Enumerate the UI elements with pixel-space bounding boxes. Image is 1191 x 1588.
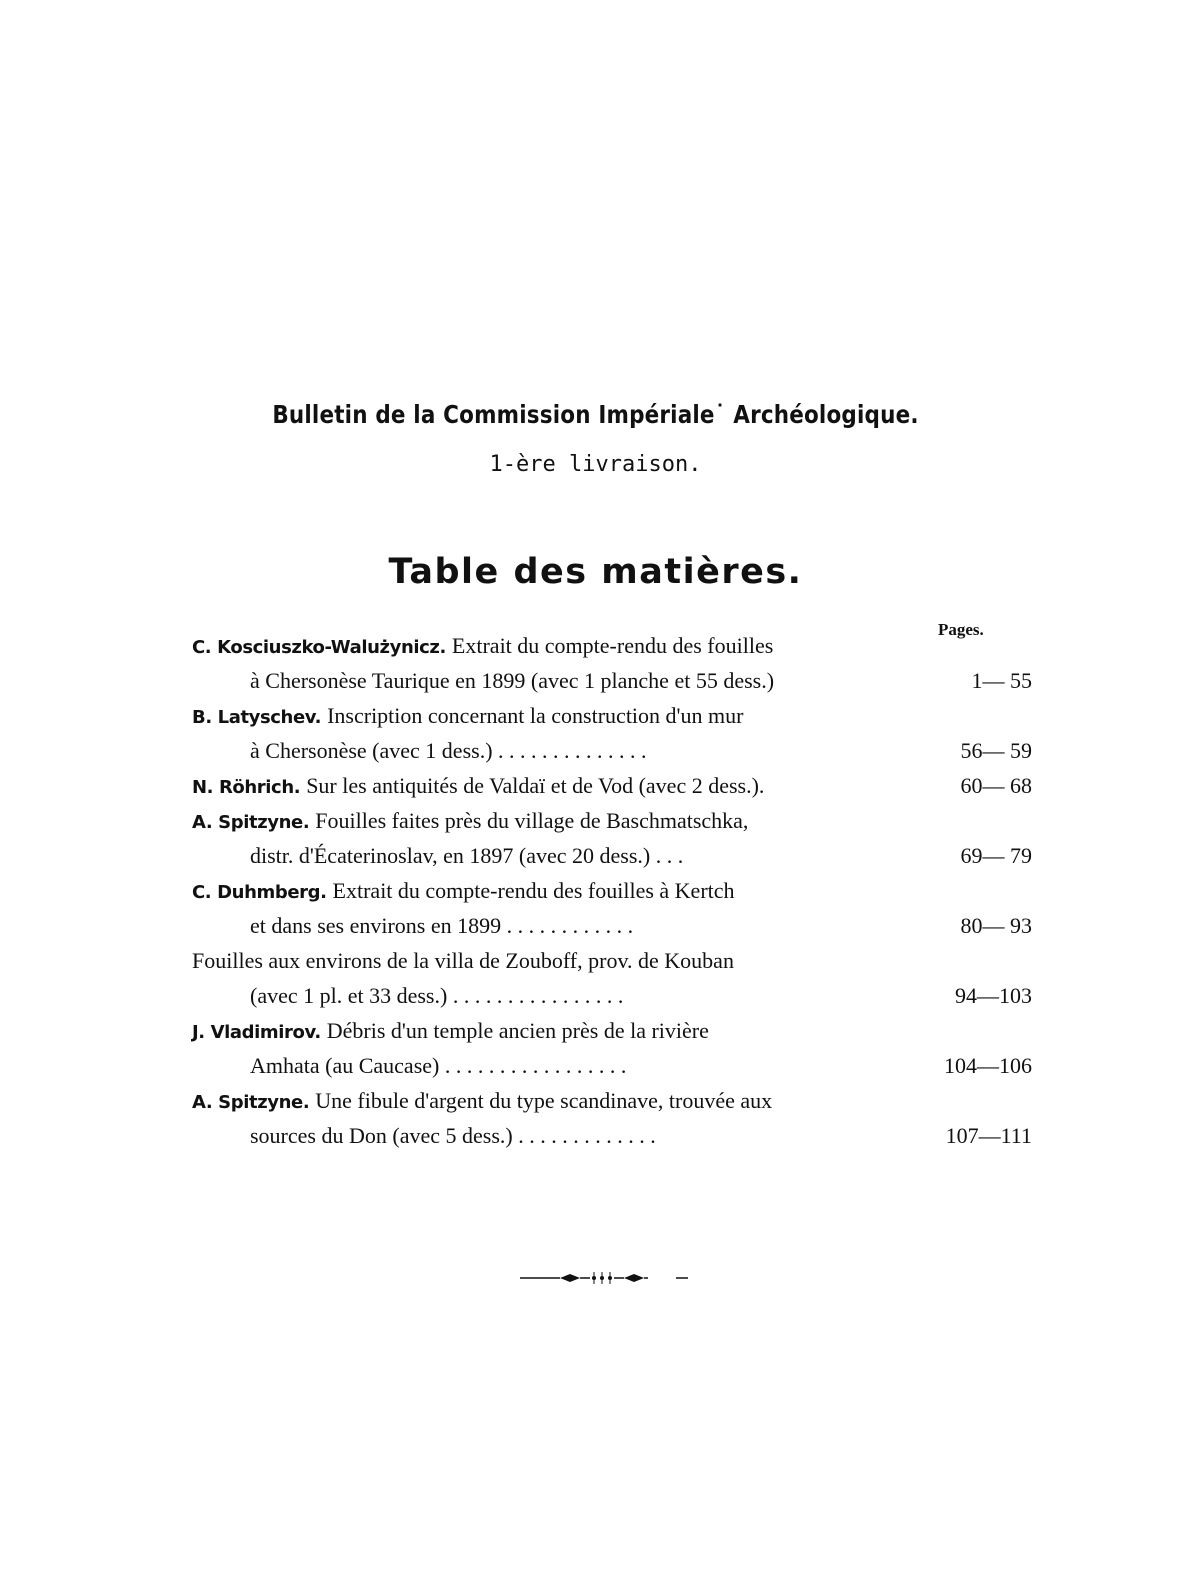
- toc-entry-line: [192, 663, 1032, 698]
- toc-entry-title: A. Spitzyne. Une fibule d'argent du type scandinave, trouvée aux: [192, 1088, 773, 1113]
- toc-entry-author: A. Spitzyne.: [192, 1092, 310, 1113]
- toc-entry-line: [192, 838, 1032, 873]
- toc-entry-line: [192, 698, 1032, 733]
- toc-entry-line: [192, 943, 1032, 978]
- toc-entry-continuation: à Chersonèse (avec 1 dess.) . . . . . . . . . . . . . .: [250, 738, 647, 763]
- toc-entry-line: [192, 768, 1032, 803]
- toc-entry-author: B. Latyschev.: [192, 707, 322, 728]
- toc-entry-author: A. Spitzyne.: [192, 812, 310, 833]
- toc-entry-title: J. Vladimirov. Débris d'un temple ancien près de la rivière: [192, 1018, 709, 1043]
- toc-entry-continuation: et dans ses environs en 1899 . . . . . . . . . . . .: [250, 913, 634, 938]
- toc-entry-title: C. Kosciuszko-Walużynicz. Extrait du compte-rendu des fouilles: [192, 633, 774, 658]
- toc-entry-line: [192, 628, 1032, 663]
- toc-entry-line: [192, 873, 1032, 908]
- toc-entry-pages: 107—111: [945, 1123, 1032, 1148]
- toc-entry-pages: 80— 93: [960, 913, 1032, 938]
- toc-entry-author: J. Vladimirov.: [192, 1022, 321, 1043]
- toc-entry-pages: 104—106: [944, 1053, 1032, 1078]
- toc-entry-author: C. Kosciuszko-Walużynicz.: [192, 637, 446, 658]
- toc-entry-line: [192, 1083, 1032, 1118]
- toc-entry-pages: 56— 59: [960, 738, 1032, 763]
- bulletin-title: Bulletin de la Commission Impériale˙ Archéologique.: [272, 400, 919, 429]
- toc-entry-continuation: à Chersonèse Taurique en 1899 (avec 1 planche et 55 dess.): [250, 668, 775, 693]
- toc-entry-title: N. Röhrich. Sur les antiquités de Valdaï et de Vod (avec 2 dess.).: [192, 773, 765, 798]
- toc-entry-line: [192, 1013, 1032, 1048]
- toc-entry-continuation: sources du Don (avec 5 dess.) . . . . . . . . . . . . .: [250, 1123, 656, 1148]
- toc-entry-continuation: (avec 1 pl. et 33 dess.) . . . . . . . . . . . . . . . .: [250, 983, 624, 1008]
- toc-title: Table des matières.: [388, 552, 803, 592]
- toc-entry-pages: 94—103: [955, 983, 1032, 1008]
- toc-entry-title: A. Spitzyne. Fouilles faites près du village de Baschmatschka,: [192, 808, 749, 833]
- toc-entry-continuation: distr. d'Écaterinoslav, en 1897 (avec 20 dess.) . . .: [250, 843, 684, 868]
- toc-entry-author: N. Röhrich.: [192, 777, 301, 798]
- toc-entry-line: [192, 1048, 1032, 1083]
- toc-entry-author: C. Duhmberg.: [192, 882, 327, 903]
- toc-entry-pages: 60— 68: [960, 773, 1032, 798]
- toc-entry-continuation: Amhata (au Caucase) . . . . . . . . . . . . . . . . .: [250, 1053, 627, 1078]
- toc-entry-pages: 1— 55: [971, 668, 1032, 693]
- toc-entry-title: C. Duhmberg. Extrait du compte-rendu des fouilles à Kertch: [192, 878, 735, 903]
- toc-entry-line: [192, 803, 1032, 838]
- toc-entry-title: B. Latyschev. Inscription concernant la construction d'un mur: [192, 703, 744, 728]
- table-of-contents: [192, 628, 1032, 1153]
- toc-entry-line: [192, 1118, 1032, 1153]
- livraison-label: 1-ère livraison.: [489, 452, 702, 477]
- toc-entry-line: [192, 733, 1032, 768]
- pages-column-label: Pages.: [938, 620, 984, 639]
- toc-entry-title: Fouilles aux environs de la villa de Zouboff, prov. de Kouban: [192, 948, 734, 973]
- toc-entry-line: [192, 978, 1032, 1013]
- ornament-icon: [520, 1268, 700, 1288]
- toc-entry-line: [192, 908, 1032, 943]
- toc-entry-pages: 69— 79: [960, 843, 1032, 868]
